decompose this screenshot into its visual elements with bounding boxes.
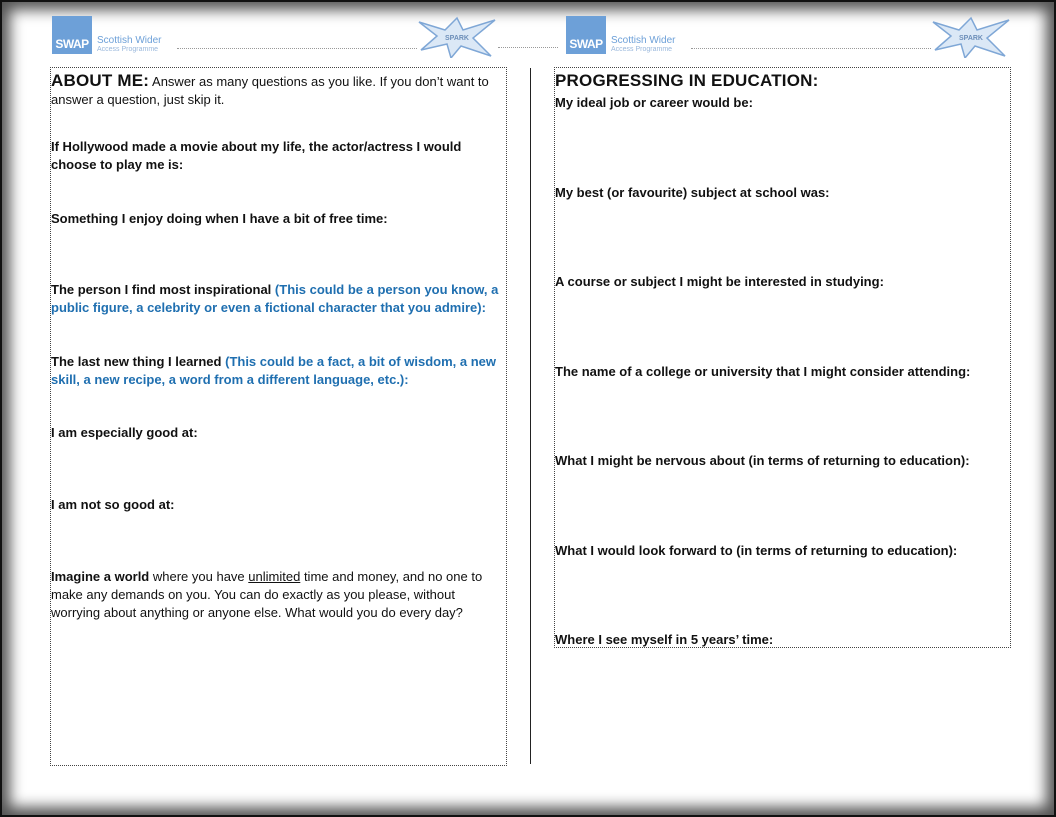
progressing-box: [554, 67, 1011, 648]
question-look-forward: What I would look forward to (in terms of returning to education):: [555, 543, 958, 558]
question-nervous: What I might be nervous about (in terms of returning to education):: [555, 453, 970, 468]
right-page: [528, 0, 1056, 817]
org-name: Scottish Wider Access Programme: [97, 35, 162, 53]
about-me-intro: [51, 72, 500, 109]
spark-logo-icon: [417, 16, 497, 58]
swap-logo: SWAP: [52, 16, 92, 54]
swap-logo: SWAP: [566, 16, 606, 54]
question-ideal-job: My ideal job or career would be:: [555, 95, 753, 110]
about-me-box: [50, 67, 507, 766]
question-inspirational: The person I find most inspirational (This could be a person you know, a public figure, a celebrity or even a fictional character that you admire):: [51, 282, 499, 315]
spark-logo-icon: [931, 16, 1011, 58]
about-me-instructions: Answer as many questions as you like. If you don’t want to answer a question, just skip it.: [51, 74, 489, 107]
question-five-years: Where I see myself in 5 years’ time:: [555, 632, 774, 647]
question-learned: The last new thing I learned (This could be a fact, a bit of wisdom, a new skill, a new recipe, a word from a different language, etc.):: [51, 354, 496, 387]
question-free-time: Something I enjoy doing when I have a bit of free time:: [51, 211, 388, 226]
learned-note: (This could be a fact, a bit of wisdom, a new skill, a new recipe, a word from a different language, etc.):: [51, 354, 496, 387]
header-dotted-line: [177, 48, 417, 49]
spark-label: SPARK: [445, 35, 469, 42]
org-name: Scottish Wider Access Programme: [611, 35, 676, 53]
inspirational-note: (This could be a person you know, a public figure, a celebrity or even a fictional character that you admire):: [51, 282, 499, 315]
right-header: [566, 16, 1011, 62]
progressing-title: PROGRESSING IN EDUCATION:: [555, 71, 819, 90]
question-hollywood: If Hollywood made a movie about my life, the actor/actress I would choose to play me is:: [51, 139, 462, 172]
spark-label: SPARK: [959, 35, 983, 42]
center-dotted-line: [498, 47, 558, 48]
question-college: The name of a college or university that I might consider attending:: [555, 364, 971, 379]
question-good-at: I am especially good at:: [51, 425, 198, 440]
question-best-subject: My best (or favourite) subject at school was:: [555, 185, 830, 200]
org-subtitle: Access Programme: [611, 46, 673, 53]
question-imagine: Imagine a world where you have unlimited time and money, and no one to make any demands on you. You can do exactly as you please, without worrying about anything or anyone else. What would you do every day?: [51, 569, 483, 620]
question-not-good-at: I am not so good at:: [51, 497, 175, 512]
left-header: [52, 16, 507, 62]
about-me-title: ABOUT ME:: [51, 71, 150, 90]
header-dotted-line: [691, 48, 931, 49]
question-course-interest: A course or subject I might be interested in studying:: [555, 274, 884, 289]
org-subtitle: Access Programme: [97, 46, 159, 53]
